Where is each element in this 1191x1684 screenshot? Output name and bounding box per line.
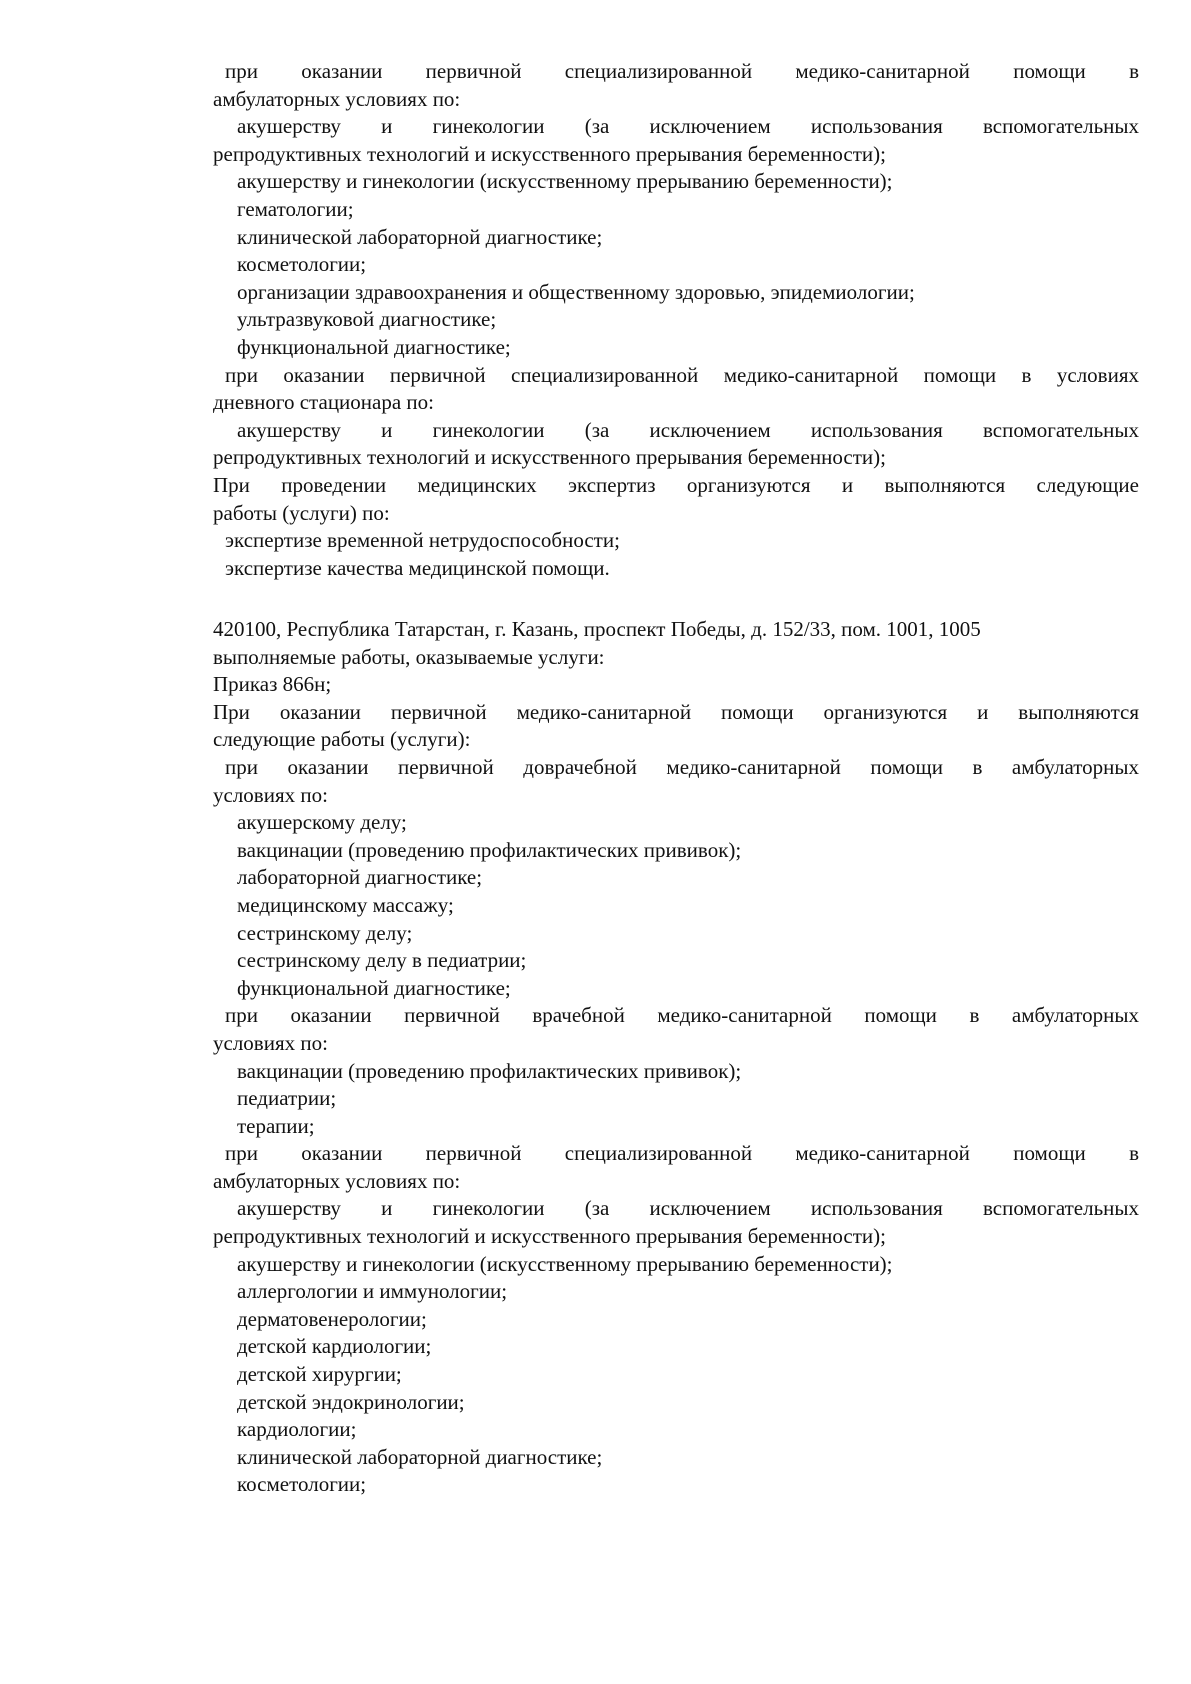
text-line: ультразвуковой диагностике;: [237, 307, 497, 332]
text-line: следующие работы (услуги):: [213, 727, 471, 752]
text-line: при оказании первичной специализированной медико-санитарной помощи в: [225, 1141, 1139, 1166]
text-line: клинической лабораторной диагностике;: [237, 1444, 603, 1469]
text-line: медицинскому массажу;: [237, 892, 454, 917]
text-line: косметологии;: [237, 1472, 367, 1497]
text-line: вакцинации (проведению профилактических прививок);: [237, 837, 742, 862]
text-line: детской хирургии;: [237, 1362, 402, 1387]
text-line: при оказании первичной специализированной медико-санитарной помощи в условиях: [225, 362, 1139, 387]
text-line: сестринскому делу в педиатрии;: [237, 948, 527, 973]
text-line: вакцинации (проведению профилактических прививок);: [237, 1058, 742, 1083]
text-line: экспертизе временной нетрудоспособности;: [225, 528, 620, 553]
text-line: акушерству и гинекологии (за исключением использования вспомогательных: [237, 114, 1139, 139]
text-line: функциональной диагностике;: [237, 334, 511, 359]
text-line: акушерству и гинекологии (искусственному прерыванию беременности);: [237, 1251, 893, 1276]
text-line: работы (услуги) по:: [213, 500, 390, 525]
text-line: гематологии;: [237, 196, 354, 221]
section-address-2: [213, 616, 1139, 1499]
text-line: акушерству и гинекологии (искусственному прерыванию беременности);: [237, 169, 893, 194]
text-line: Приказ 866н;: [213, 672, 332, 697]
text-line: При проведении медицинских экспертиз организуются и выполняются следующие: [213, 472, 1139, 497]
text-line: репродуктивных технологий и искусственного прерывания беременности);: [213, 445, 886, 470]
text-line: организации здравоохранения и общественному здоровью, эпидемиологии;: [237, 279, 915, 304]
text-line: акушерскому делу;: [237, 810, 407, 835]
text-line: лабораторной диагностике;: [237, 865, 483, 890]
text-line: При оказании первичной медико-санитарной помощи организуются и выполняются: [213, 699, 1139, 724]
text-line: функциональной диагностике;: [237, 975, 511, 1000]
text-line: при оказании первичной врачебной медико-санитарной помощи в амбулаторных: [225, 1003, 1139, 1028]
section-services-list-2: [213, 671, 1139, 1499]
text-line: дерматовенерологии;: [237, 1306, 427, 1331]
text-line: аллергологии и иммунологии;: [237, 1279, 508, 1304]
section-services-list-1: [213, 58, 1139, 582]
text-line: акушерству и гинекологии (за исключением использования вспомогательных: [237, 417, 1139, 442]
text-line: сестринскому делу;: [237, 920, 413, 945]
text-line: при оказании первичной доврачебной медико-санитарной помощи в амбулаторных: [225, 754, 1139, 779]
text-line: условиях по:: [213, 1030, 328, 1055]
text-line: экспертизе качества медицинской помощи.: [225, 555, 610, 580]
text-line: дневного стационара по:: [213, 390, 434, 415]
text-line: акушерству и гинекологии (за исключением использования вспомогательных: [237, 1196, 1139, 1221]
text-line: при оказании первичной специализированной медико-санитарной помощи в: [225, 59, 1139, 83]
text-line: педиатрии;: [237, 1086, 337, 1111]
services-heading: выполняемые работы, оказываемые услуги:: [213, 644, 605, 669]
text-line: амбулаторных условиях по:: [213, 86, 461, 111]
text-line: косметологии;: [237, 252, 367, 277]
text-line: детской эндокринологии;: [237, 1389, 465, 1414]
text-line: клинической лабораторной диагностике;: [237, 224, 603, 249]
text-line: кардиологии;: [237, 1417, 357, 1442]
text-line: детской кардиологии;: [237, 1334, 432, 1359]
text-line: репродуктивных технологий и искусственного прерывания беременности);: [213, 141, 886, 166]
address-line: 420100, Республика Татарстан, г. Казань, проспект Победы, д. 152/33, пом. 1001, 1005: [213, 617, 981, 641]
text-line: условиях по:: [213, 782, 328, 807]
text-line: амбулаторных условиях по:: [213, 1168, 461, 1193]
text-line: репродуктивных технологий и искусственного прерывания беременности);: [213, 1224, 886, 1249]
text-line: терапии;: [237, 1113, 315, 1138]
